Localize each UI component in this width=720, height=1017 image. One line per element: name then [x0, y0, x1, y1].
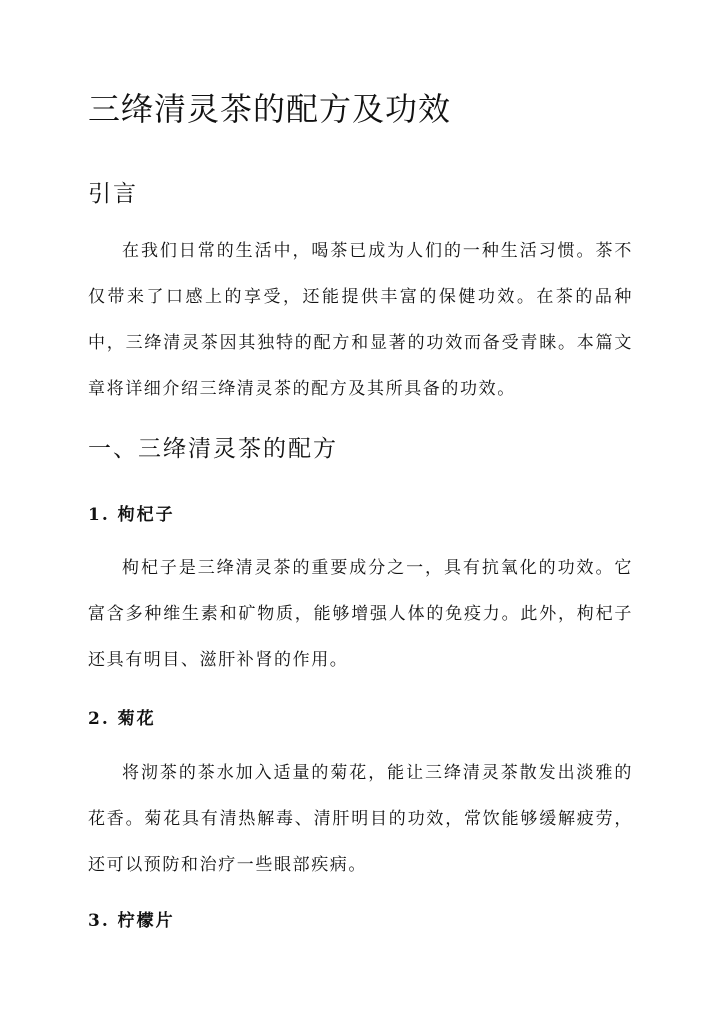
document-title: 三绛清灵茶的配方及功效: [88, 90, 452, 128]
item-2-paragraph: 将沏茶的茶水加入适量的菊花，能让三绛清灵茶散发出淡雅的花香。菊花具有清热解毒、清肝明目的功效，常饮能够缓解疲劳，还可以预防和治疗一些眼部疾病。: [88, 763, 633, 875]
item-1-heading: 1. 枸杞子: [88, 505, 175, 525]
section-1-heading: 一、三绛清灵茶的配方: [88, 436, 338, 462]
item-3-heading: 3. 柠檬片: [88, 911, 175, 931]
item-1-paragraph: 枸杞子是三绛清灵茶的重要成分之一，具有抗氧化的功效。它富含多种维生素和矿物质，能够增强人体的免疫力。此外，枸杞子还具有明目、滋肝补肾的作用。: [88, 558, 633, 670]
intro-paragraph: 在我们日常的生活中，喝茶已成为人们的一种生活习惯。茶不仅带来了口感上的享受，还能提供丰富的保健功效。在茶的品种中，三绛清灵茶因其独特的配方和显著的功效而备受青睐。本篇文章将详细介绍三绛清灵茶的配方及其所具备的功效。: [88, 241, 633, 399]
item-2-heading: 2. 菊花: [88, 709, 156, 729]
intro-heading: 引言: [88, 181, 138, 207]
